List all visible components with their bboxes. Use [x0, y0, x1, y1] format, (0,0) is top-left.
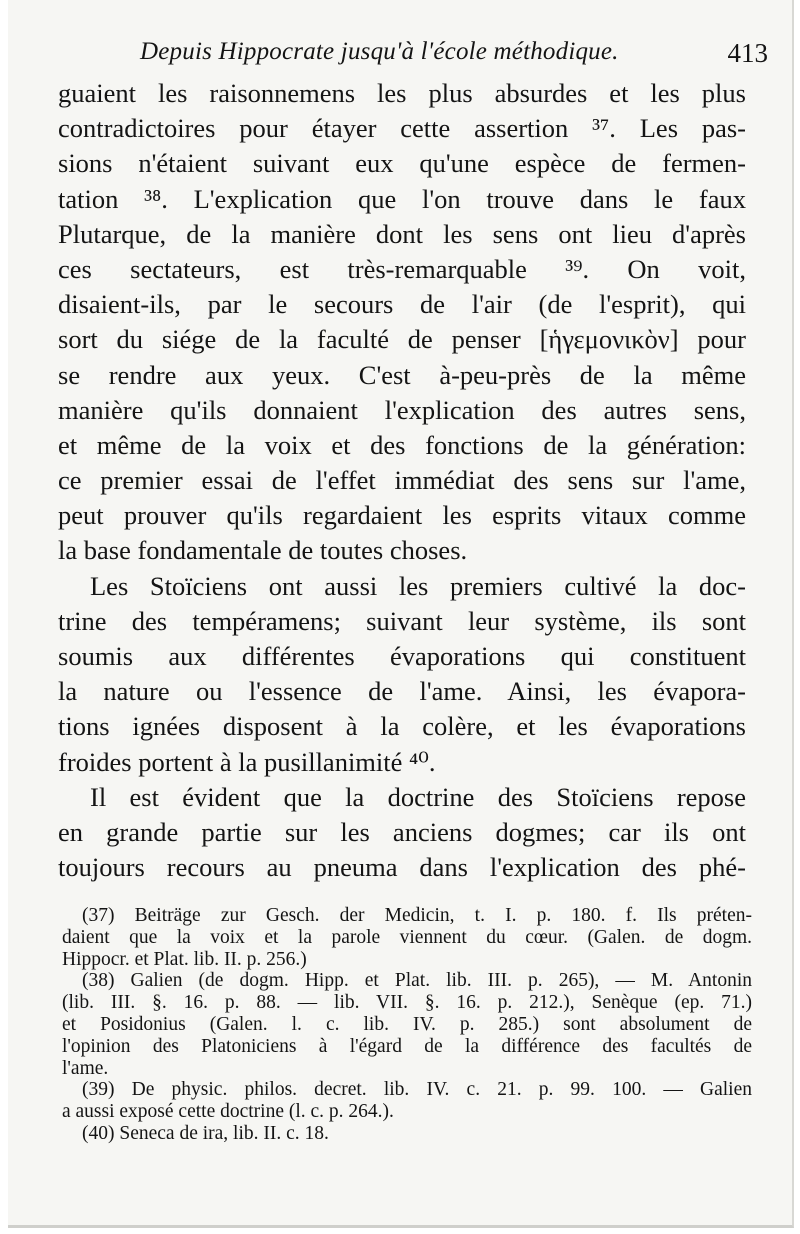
footnote-line: (38) Galien (de dogm. Hipp. et Plat. lib. III. p. 265), — M. Antonin — [82, 970, 752, 992]
body-line: Plutarque, de la manière dont les sens ont lieu d'après — [58, 218, 746, 249]
footnote-line: (39) De physic. philos. decret. lib. IV. c. 21. p. 99. 100. — Galien — [82, 1079, 752, 1101]
body-line: manière qu'ils donnaient l'explication des autres sens, — [58, 394, 746, 425]
body-line: et même de la voix et des fonctions de la génération: — [58, 429, 746, 460]
running-title: Depuis Hippocrate jusqu'à l'école méthodique. — [140, 38, 619, 65]
body-line: sort du siége de la faculté de penser [ἡγεμονικὸν] pour — [58, 324, 746, 355]
body-line: la base fondamentale de toutes choses. — [58, 535, 468, 566]
body-line: Les Stoïciens ont aussi les premiers cultivé la doc- — [90, 570, 746, 601]
footnote-line: l'opinion des Platoniciens à l'égard de la différence des facultés de — [62, 1035, 752, 1057]
body-line: disaient-ils, par le secours de l'air (de l'esprit), qui — [58, 289, 746, 320]
body-line: guaient les raisonnemens les plus absurdes et les plus — [58, 78, 746, 108]
footnote-line: et Posidonius (Galen. l. c. lib. IV. p. 285.) sont absolument de — [62, 1013, 752, 1035]
body-line: toujours recours au pneuma dans l'explication des phé- — [58, 852, 746, 883]
body-line: froides portent à la pusillanimité ⁴⁰. — [58, 746, 436, 777]
footnote-line: a aussi exposé cette doctrine (l. c. p. 264.). — [62, 1101, 394, 1123]
footnote-line: l'ame. — [62, 1057, 109, 1079]
body-line: tation ³⁸. L'explication que l'on trouve dans le faux — [58, 183, 746, 214]
footnote-line: Hippocr. et Plat. lib. II. p. 256.) — [62, 948, 307, 970]
body-line: la nature ou l'essence de l'ame. Ainsi, les évapora- — [58, 676, 746, 707]
body-line: sions n'étaient suivant eux qu'une espèce de fermen- — [58, 148, 746, 179]
footnotes — [62, 905, 752, 1145]
body-line: Il est évident que la doctrine des Stoïciens repose — [90, 781, 746, 812]
body-line: en grande partie sur les anciens dogmes; car ils ont — [58, 816, 746, 847]
body-line: contradictoires pour étayer cette assertion ³⁷. Les pas- — [58, 113, 746, 144]
footnote-line: daient que la voix et la parole viennent du cœur. (Galen. de dogm. — [62, 926, 752, 948]
footnote-line: (lib. III. §. 16. p. 88. — lib. VII. §. 16. p. 212.), Senèque (ep. 71.) — [62, 992, 752, 1014]
body-line: soumis aux différentes évaporations qui constituent — [58, 641, 746, 671]
body-line: se rendre aux yeux. C'est à-peu-près de la même — [58, 359, 746, 390]
body-line: tions ignées disposent à la colère, et les évaporations — [58, 711, 746, 742]
body-text — [58, 76, 746, 885]
footnote-line: (37) Beiträge zur Gesch. der Medicin, t. I. p. 180. f. Ils préten- — [82, 905, 752, 926]
body-line: peut prouver qu'ils regardaient les esprits vitaux comme — [58, 500, 746, 531]
body-line: trine des tempéramens; suivant leur système, ils sont — [58, 605, 746, 636]
page-number: 413 — [727, 38, 768, 68]
footnote-line: (40) Seneca de ira, lib. II. c. 18. — [82, 1122, 329, 1144]
running-head — [58, 34, 770, 74]
body-line: ces sectateurs, est très-remarquable ³⁹. On voit, — [58, 253, 746, 284]
body-line: ce premier essai de l'effet immédiat des sens sur l'ame, — [58, 465, 746, 496]
